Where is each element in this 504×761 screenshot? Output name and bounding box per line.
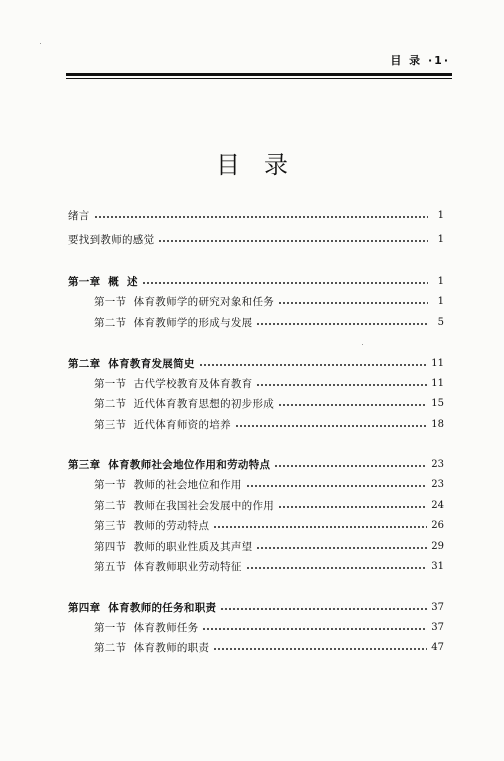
toc-section-row xyxy=(68,374,444,392)
running-head: 目 录 ·1· xyxy=(390,54,450,67)
dot-leader xyxy=(256,323,428,325)
toc-page-number: 24 xyxy=(431,499,444,511)
toc-page-number: 37 xyxy=(431,601,444,613)
toc-entry-title: 第一节 体育教师任务 xyxy=(94,621,199,634)
dot-leader xyxy=(142,282,428,284)
toc-section-row xyxy=(68,557,444,575)
toc-page-number: 1 xyxy=(437,275,444,287)
toc-section-row xyxy=(68,496,444,514)
toc-section-row xyxy=(68,537,444,555)
toc-page-number: 29 xyxy=(431,540,444,552)
toc-entry-title: 第三章 体育教师社会地位作用和劳动特点 xyxy=(68,458,271,471)
dot-leader xyxy=(94,216,428,218)
dot-leader xyxy=(274,465,427,467)
dot-leader xyxy=(199,364,428,366)
toc-page-number: 23 xyxy=(431,478,444,490)
toc-section-row xyxy=(68,475,444,493)
toc-entry-title: 第三节 近代体育师资的培养 xyxy=(94,418,231,431)
toc-entry-title: 第二节 体育教师的职责 xyxy=(94,641,210,654)
dot-leader xyxy=(278,404,427,406)
toc-page-number: 15 xyxy=(431,397,444,409)
toc-section-row xyxy=(68,292,444,310)
toc-section-row xyxy=(68,394,444,412)
toc-entry-title: 第四章 体育教师的任务和职责 xyxy=(68,601,217,614)
toc-page-number: 18 xyxy=(431,418,444,430)
toc-page-number: 11 xyxy=(431,357,444,369)
toc-entry-title: 要找到教师的感觉 xyxy=(68,233,155,246)
toc-entry-title: 第二节 教师在我国社会发展中的作用 xyxy=(94,499,275,512)
toc-page-number: 37 xyxy=(431,621,444,633)
scan-speck xyxy=(362,344,363,345)
dot-leader xyxy=(213,526,427,528)
dot-leader xyxy=(213,648,427,650)
toc-page-number: 11 xyxy=(431,377,444,389)
dot-leader xyxy=(158,240,428,242)
dot-leader xyxy=(202,628,427,630)
toc-front-row xyxy=(68,230,444,248)
toc-entry-title: 第四节 教师的职业性质及其声望 xyxy=(94,540,253,553)
toc-entry-title: 绪言 xyxy=(68,209,90,222)
toc-page-number: 47 xyxy=(431,641,444,653)
toc-chapter-row xyxy=(68,455,444,473)
toc-entry-title: 第二节 体育教师学的形成与发展 xyxy=(94,316,253,329)
toc-page-number: 1 xyxy=(437,209,444,221)
toc-chapter-row xyxy=(68,272,444,290)
toc-entry-title: 第一章 概 述 xyxy=(68,275,138,288)
toc-page-number: 5 xyxy=(437,316,444,328)
dot-leader xyxy=(220,608,427,610)
dot-leader xyxy=(246,485,428,487)
toc-entry-title: 第一节 体育教师学的研究对象和任务 xyxy=(94,295,275,308)
toc-section-row xyxy=(68,313,444,331)
toc-entry-title: 第五节 体育教师职业劳动特征 xyxy=(94,560,242,573)
dot-leader xyxy=(246,567,428,569)
toc-entry-title: 第一节 古代学校教育及体育教育 xyxy=(94,377,253,390)
toc-section-row xyxy=(68,516,444,534)
dot-leader xyxy=(278,506,427,508)
scan-speck xyxy=(40,43,41,44)
toc-chapter-row xyxy=(68,598,444,616)
toc-section-row xyxy=(68,638,444,656)
toc-entry-title: 第三节 教师的劳动特点 xyxy=(94,519,210,532)
toc-section-row xyxy=(68,618,444,636)
dot-leader xyxy=(278,302,428,304)
toc-section-row xyxy=(68,415,444,433)
toc-entry-title: 第一节 教师的社会地位和作用 xyxy=(94,478,242,491)
table-of-contents xyxy=(68,0,444,761)
dot-leader xyxy=(256,384,427,386)
dot-leader xyxy=(256,547,427,549)
page-title: 目录 xyxy=(216,151,312,179)
toc-page-number: 31 xyxy=(431,560,444,572)
toc-chapter-row xyxy=(68,354,444,372)
toc-front-row xyxy=(68,206,444,224)
toc-page-number: 1 xyxy=(437,295,444,307)
toc-page-number: 1 xyxy=(437,233,444,245)
toc-entry-title: 第二节 近代体育教育思想的初步形成 xyxy=(94,397,275,410)
dot-leader xyxy=(235,425,427,427)
toc-entry-title: 第二章 体育教育发展简史 xyxy=(68,357,195,370)
toc-page-number: 23 xyxy=(431,458,444,470)
toc-page-number: 26 xyxy=(431,519,444,531)
